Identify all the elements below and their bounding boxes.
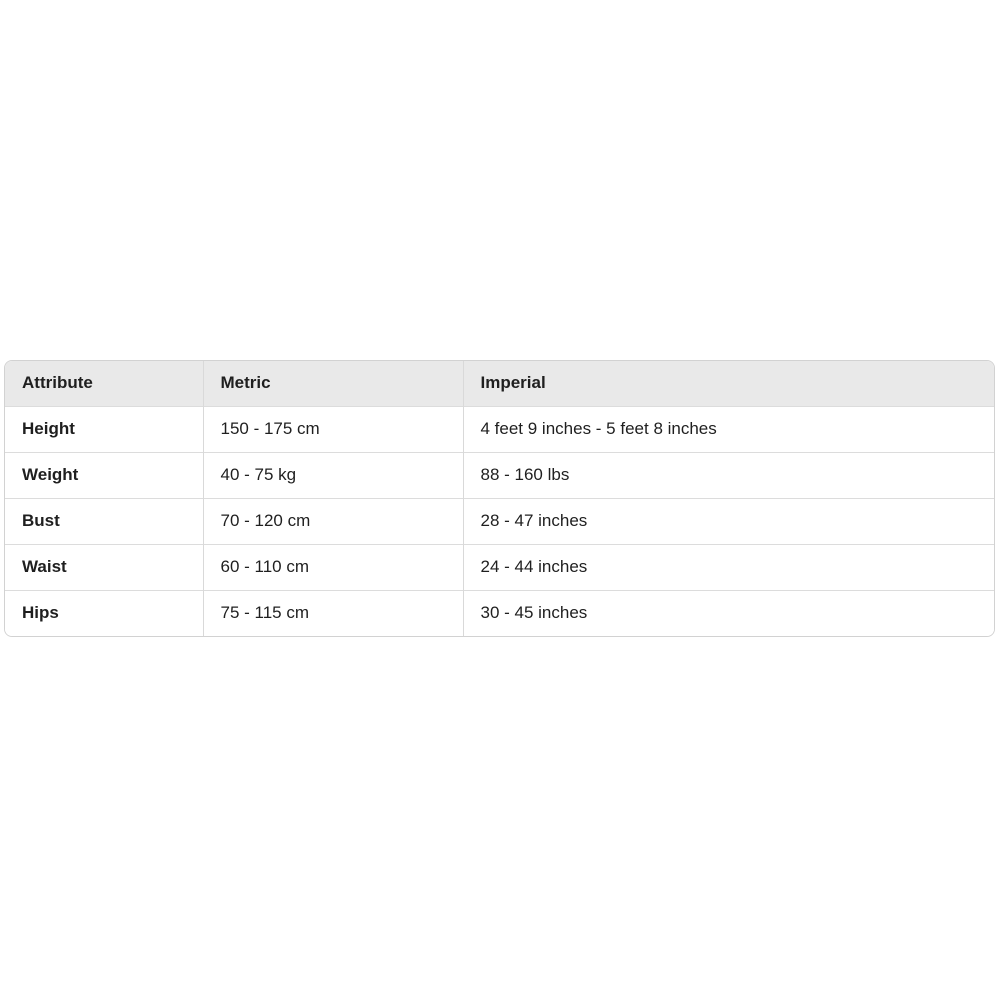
cell-imperial: 4 feet 9 inches - 5 feet 8 inches [463, 406, 994, 452]
header-cell-imperial: Imperial [463, 361, 994, 406]
cell-attribute: Hips [5, 590, 203, 636]
cell-attribute: Weight [5, 452, 203, 498]
table-body [5, 406, 994, 636]
cell-attribute: Height [5, 406, 203, 452]
table-row [5, 452, 994, 498]
cell-metric: 150 - 175 cm [203, 406, 463, 452]
table-row [5, 544, 994, 590]
cell-metric: 60 - 110 cm [203, 544, 463, 590]
table-row [5, 498, 994, 544]
cell-imperial: 24 - 44 inches [463, 544, 994, 590]
cell-metric: 75 - 115 cm [203, 590, 463, 636]
cell-imperial: 28 - 47 inches [463, 498, 994, 544]
measurements-table [5, 361, 994, 636]
header-row [5, 361, 994, 406]
cell-metric: 40 - 75 kg [203, 452, 463, 498]
cell-attribute: Waist [5, 544, 203, 590]
table-row [5, 590, 994, 636]
table-header [5, 361, 994, 406]
table-row [5, 406, 994, 452]
header-cell-attribute: Attribute [5, 361, 203, 406]
cell-metric: 70 - 120 cm [203, 498, 463, 544]
cell-imperial: 30 - 45 inches [463, 590, 994, 636]
cell-attribute: Bust [5, 498, 203, 544]
cell-imperial: 88 - 160 lbs [463, 452, 994, 498]
header-cell-metric: Metric [203, 361, 463, 406]
measurements-table-card [4, 360, 995, 637]
